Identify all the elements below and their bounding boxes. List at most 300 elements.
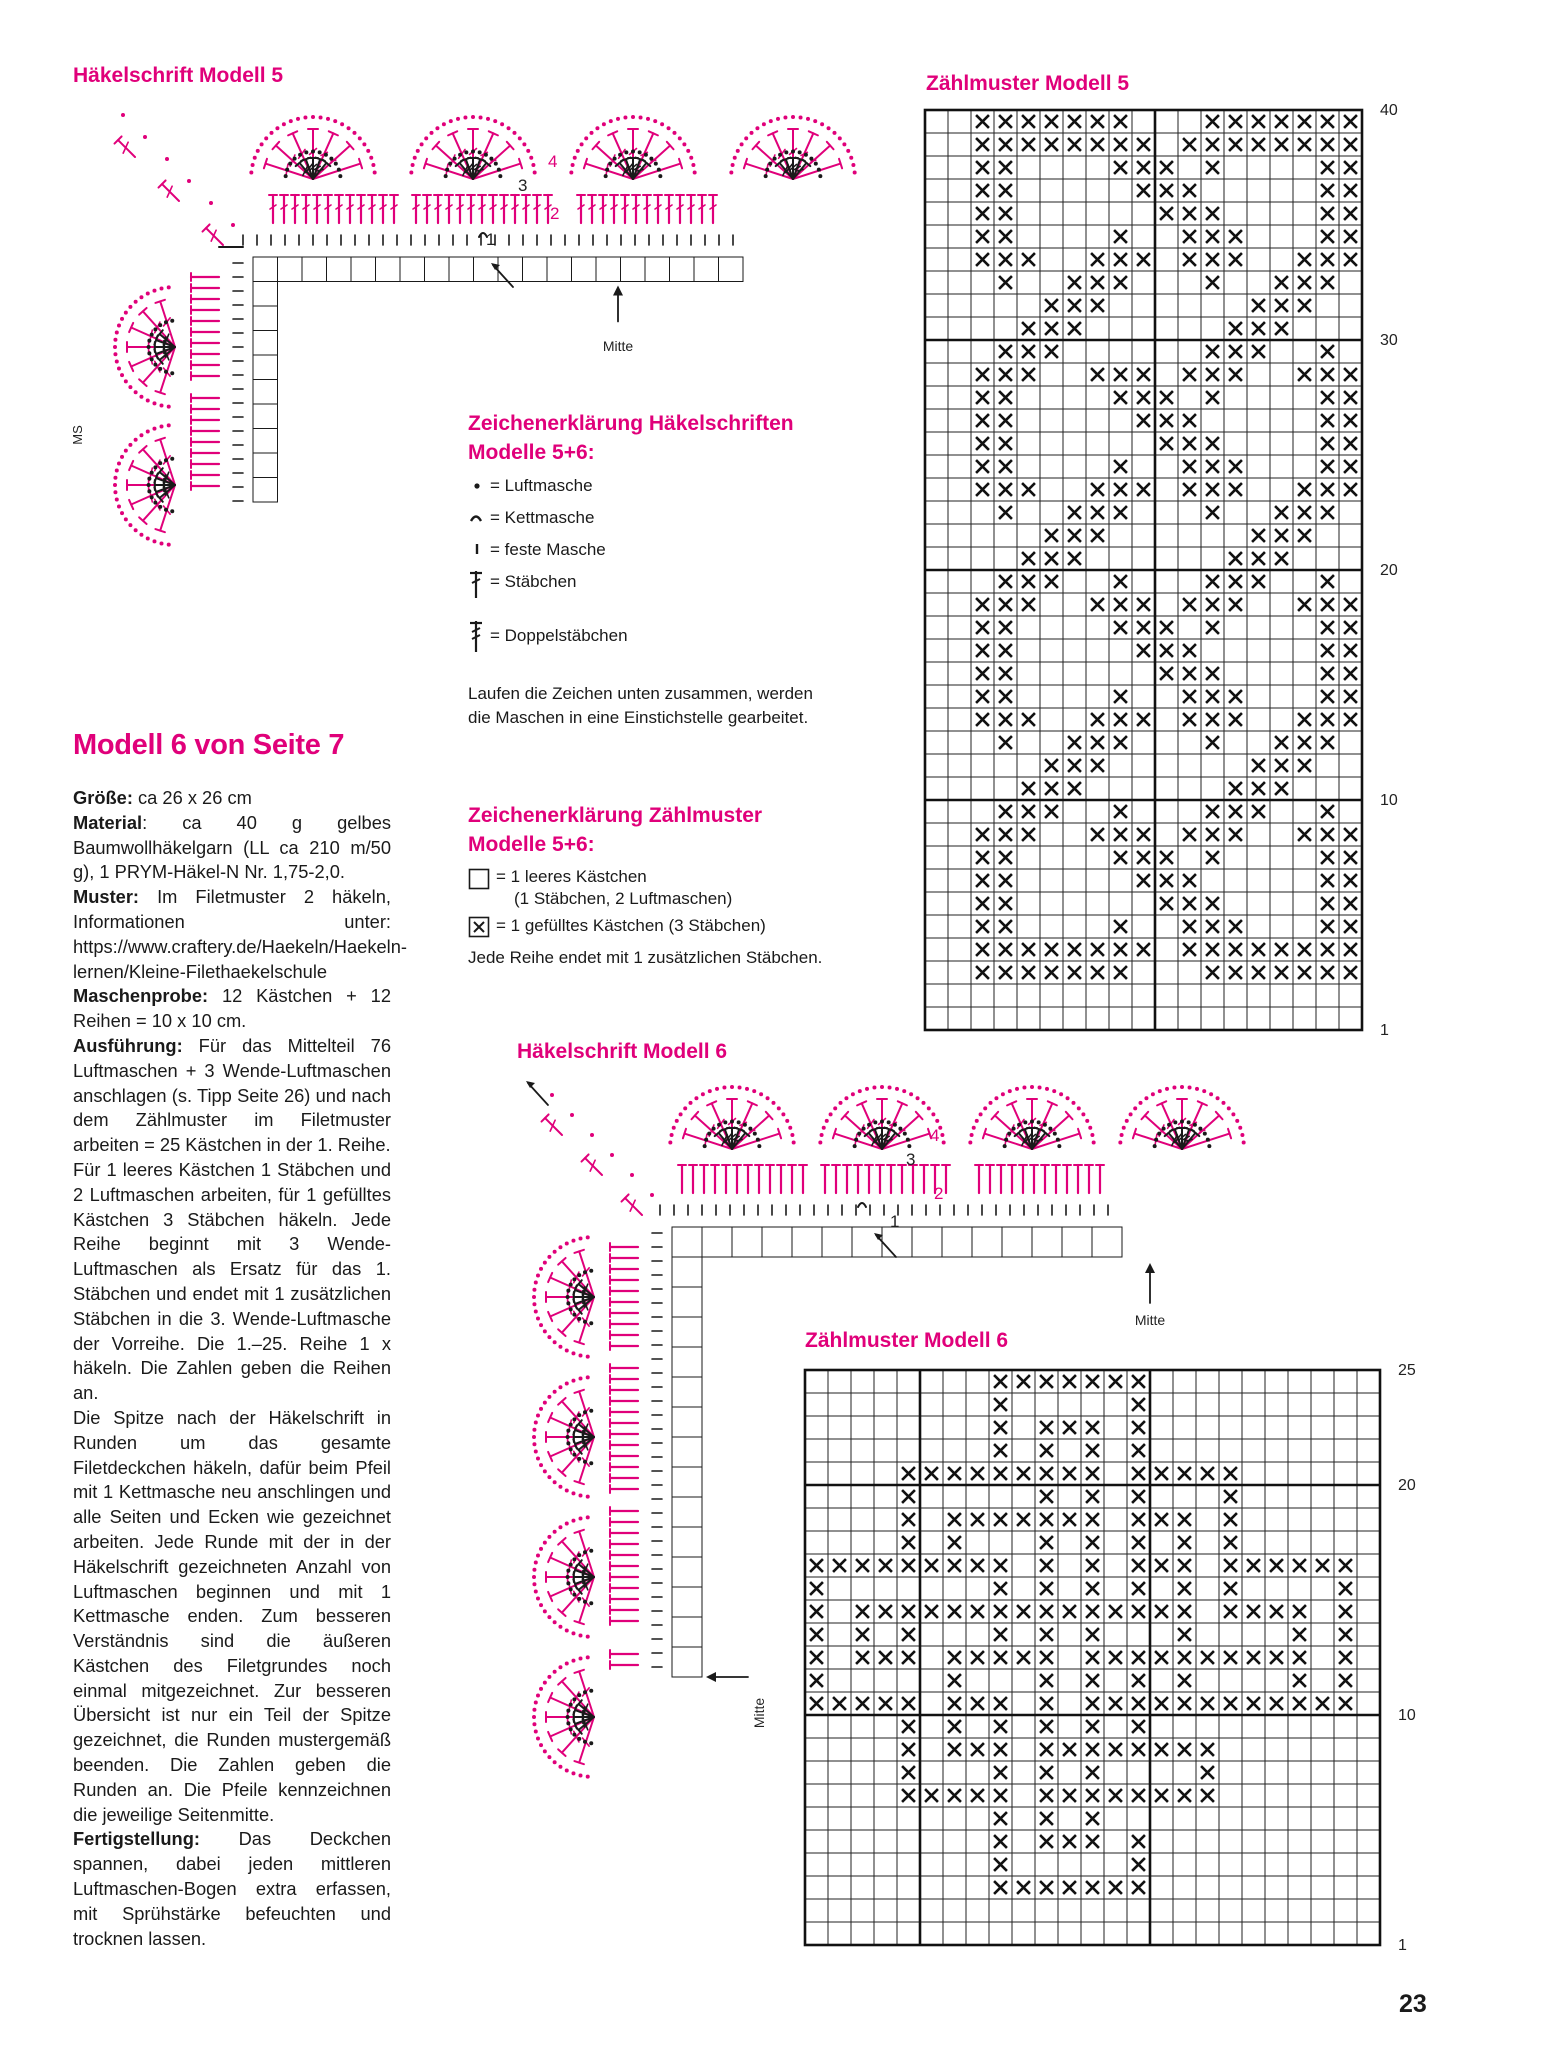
chart6-cell [1150,1761,1173,1784]
chain-dot [942,1141,946,1145]
chart5-cell [1316,524,1339,547]
chain-dot [675,1119,679,1123]
chain-dot [139,295,143,299]
legend-kettmasche: = Kettmasche [490,508,595,527]
chart5-cell [1132,685,1155,708]
chain-dot [553,1340,557,1344]
chart6-cell [828,1784,851,1807]
chart5-cell [994,294,1017,317]
chart6-cell [1104,1554,1127,1577]
chart6-cell [1150,1715,1173,1738]
crochet6-mitte-side: Mitte [751,1697,767,1729]
chain-dot [584,136,588,140]
chart5-cell [925,478,948,501]
chart6-cell [1196,1669,1219,1692]
chart5-cell [1224,731,1247,754]
chain-dot [416,149,420,153]
chain-dot [589,1269,593,1273]
chain-dot [844,1096,848,1100]
chain-dot [333,119,337,123]
chart6-cell [874,1715,897,1738]
chart5-cell [948,225,971,248]
chain-dot [1187,1120,1191,1124]
chart5-cell [1201,869,1224,892]
chain-dot [553,1480,557,1484]
chart5-cell [925,731,948,754]
chart5-cell [925,248,948,271]
chart5-cell [1178,846,1201,869]
chain-dot [867,1123,871,1127]
chain-dot [153,465,157,469]
chart6-cell [920,1508,943,1531]
chart5-cell [1040,501,1063,524]
chart6-cell [805,1899,828,1922]
chain-dot [167,543,171,547]
chart6-cell [805,1715,828,1738]
chart5-cell [948,593,971,616]
outer-filet-cell [702,1227,732,1257]
chart6-cell [1058,1393,1081,1416]
chart5-cell [1155,938,1178,961]
chain-dot [791,115,795,119]
chain-dot [880,1085,884,1089]
chain-dot [566,1709,570,1713]
chart6-cell [1196,1531,1219,1554]
chain-dot [329,157,333,161]
chart6-cell [1334,1393,1357,1416]
chart6-cell [1357,1577,1380,1600]
chart6-cell [943,1485,966,1508]
chart5-cell [1132,892,1155,915]
symbols-legend-title-line2: Modelle 5+6: [468,441,595,464]
chart5-cell [1178,777,1201,800]
instruction-text: Für 1 leeres Kästchen 1 Stäbchen und 2 Luftmaschen arbeiten, für 1 gefülltes Kästchen 3 Stäbchen häkeln. Jede Reihe beginnt mit 3 Wende-Luftmaschen als Ersatz für das 1. Stäbchen und endet mit 1 zusätzlichen Stäbchen in die 3. Wende-Luftmasche der Vorreihe. Die 1.–25. Reihe 1 x häkeln. Die Zahlen geben die Reihen an. [73,1158,391,1404]
chain-dot [818,1141,822,1145]
chart6-cell [1150,1485,1173,1508]
chart6-cell [851,1922,874,1945]
chart6-cell [943,1807,966,1830]
chart6-cell [1265,1531,1288,1554]
chart6-cell [1104,1715,1127,1738]
chart5-cell [925,570,948,593]
chart6-cell [1288,1508,1311,1531]
chart6-cell [874,1807,897,1830]
chart5-cell [1040,984,1063,1007]
chain-dot [1167,1123,1171,1127]
chart5-cell [1040,271,1063,294]
chain-dot [566,1441,570,1445]
chain-dot [590,131,594,135]
chart6-cell [828,1922,851,1945]
chain-dot [147,345,151,349]
chart5-cell [925,110,948,133]
chain-dot [586,1235,590,1239]
chart6-cell [874,1761,897,1784]
chart5-cell [1109,409,1132,432]
chart5-cell [1224,432,1247,455]
chart5-cell [971,294,994,317]
chart6-cell [1173,1439,1196,1462]
outer-filet-cell [852,1227,882,1257]
chart6-cell [1104,1416,1127,1439]
chart6-cell [851,1853,874,1876]
chart5-cell [1017,685,1040,708]
chain-dot [646,117,650,121]
chain-dot [586,1775,590,1779]
chain-dot [150,333,154,337]
chart5-cell [1109,179,1132,202]
chart6-cell [966,1577,989,1600]
chain-dot [616,117,620,121]
chart5-cell [1063,432,1086,455]
chart5-cell [948,731,971,754]
chart6-cell [920,1692,943,1715]
chain-dot [583,1740,587,1744]
chart5-cell [1270,708,1293,731]
chain-dot [769,119,773,123]
chart5-cell [1040,731,1063,754]
chart6-cell [920,1738,943,1761]
chart6-cell [1173,1370,1196,1393]
chart6-cell [1012,1922,1035,1945]
chart6-cell [966,1485,989,1508]
chain-dot [820,1133,824,1137]
chart5-cell [1086,455,1109,478]
chart5-cell [925,800,948,823]
chart6-cell [1104,1462,1127,1485]
chart5-cell [1040,248,1063,271]
chain-dot [1071,1101,1075,1105]
chart6-cell [1242,1370,1265,1393]
chart6-cell [1265,1577,1288,1600]
chain-dot [1231,1112,1235,1116]
chart5-cell [1201,754,1224,777]
chart6-cell [920,1922,943,1945]
chart5-cell [1132,961,1155,984]
outer-filet-cell [672,1527,702,1557]
chart6-cell [1357,1393,1380,1416]
chart5-cell [1270,846,1293,869]
chain-dot [566,1575,570,1579]
mitte-arrow-head [1145,1263,1155,1273]
chart6-cell [1242,1416,1265,1439]
chain-dot [150,357,154,361]
chain-dot [558,1485,562,1489]
chain-dot [319,115,323,119]
chart6-cell [989,1922,1012,1945]
chart5-cell [1178,547,1201,570]
chain-dot [326,117,330,121]
chain-dot [529,156,533,160]
chart6-cell [1265,1738,1288,1761]
chart6-cell [828,1393,851,1416]
chart6-cell [1219,1807,1242,1830]
chart5-cell [1109,869,1132,892]
chart6-cell [1311,1715,1334,1738]
chain-dot [1056,1138,1060,1142]
chart6-cell [1150,1416,1173,1439]
chart6-cell [828,1669,851,1692]
corner-treble-slash [167,186,172,197]
chart5-cell [1040,156,1063,179]
chart6-cell [1334,1922,1357,1945]
chain-dot [167,285,171,289]
chain-dot [579,1237,583,1241]
chain-dot [293,157,297,161]
chart5-cell [1316,777,1339,800]
chart6-cell [1288,1899,1311,1922]
chart5-cell [1155,547,1178,570]
chart6-cell [874,1485,897,1508]
crochet5-ms-label: MS [70,425,85,445]
chain-dot [1085,1119,1089,1123]
chain-dot [707,1132,711,1136]
chain-dot [744,136,748,140]
chart5-cell [1247,432,1270,455]
chart5-cell [925,156,948,179]
chain-dot [134,528,138,532]
chain-dot [565,1488,569,1492]
chain-dot [898,1127,902,1131]
chart6-cell [1012,1393,1035,1416]
chart5-cell [1132,524,1155,547]
chart5-cell [1155,731,1178,754]
chart6-cell [1242,1531,1265,1554]
chart6-cell [1334,1738,1357,1761]
chart5-cell [1339,731,1362,754]
chart6-cell [989,1485,1012,1508]
chart5-cell [948,915,971,938]
chart5-cell [1270,478,1293,501]
chart6-cell [1150,1370,1173,1393]
chain-dot [170,509,174,513]
chain-dot [152,289,156,293]
chart6-cell [1012,1416,1035,1439]
chart6-cell [1242,1876,1265,1899]
chart5-cell [971,800,994,823]
chain-dot [580,142,584,146]
chart6-cell [1311,1646,1334,1669]
outer-filet-cell [621,257,646,282]
chart5-cell [925,823,948,846]
chart5-cell [1063,455,1086,478]
chart6-cell [1311,1853,1334,1876]
chain-dot [1173,1120,1177,1124]
chain-dot [115,498,119,502]
chart5-cell [1155,685,1178,708]
chain-dot [153,501,157,505]
chart6-cell [1357,1761,1380,1784]
chart6-cell [1173,1876,1196,1899]
chart5-cell [1017,662,1040,685]
chain-dot [304,150,308,154]
outer-filet-cell [645,257,670,282]
chart6-cell [851,1876,874,1899]
legend-feste-masche: = feste Masche [490,540,606,559]
chain-dot [146,536,150,540]
chart5-cell [1270,593,1293,616]
chart5-cell [1201,294,1224,317]
chart5-cell [948,455,971,478]
chain-dot [888,1085,892,1089]
chart5-cell [1270,823,1293,846]
chart5-cell [1040,455,1063,478]
chart5-cell [1247,616,1270,639]
chart6-cell [1058,1807,1081,1830]
crochet5-round-1: 1 [486,230,496,249]
chain-dot [650,1193,654,1197]
chain-dot [543,1329,547,1333]
chain-dot [683,1106,687,1110]
chart5-cell [1109,317,1132,340]
chart5-cell [948,616,971,639]
chart6-cell [874,1531,897,1554]
chart5-cell [1086,639,1109,662]
chart6-cell [1219,1899,1242,1922]
chart5-cell [1201,179,1224,202]
chain-dot [120,455,124,459]
chain-dot [722,1085,726,1089]
chain-dot [298,153,302,157]
chart6-cell [920,1853,943,1876]
chart5-cell [1063,639,1086,662]
chain-dot [579,1517,583,1521]
chart6-cell [1288,1416,1311,1439]
outer-filet-cell [672,1227,702,1257]
chart6-cell [1173,1416,1196,1439]
chain-dot [566,1429,570,1433]
chain-dot [456,117,460,121]
chain-dot [608,162,612,166]
chart5-cell [1063,616,1086,639]
chart5-cell [1017,754,1040,777]
chart6-cell [989,1531,1012,1554]
chart5-cell [1155,570,1178,593]
chart6-cell [1104,1393,1127,1416]
chart6-cell [1242,1669,1265,1692]
chart6-cell [1288,1462,1311,1485]
chart6-cell [805,1761,828,1784]
chain-dot [547,1675,551,1679]
chain-dot [249,171,253,175]
chart6-cell [805,1922,828,1945]
chart6-cell [1357,1669,1380,1692]
chain-dot [534,1310,538,1314]
chain-dot [543,1749,547,1753]
chart5-cell [925,593,948,616]
chart6-cell [1196,1715,1219,1738]
chain-dot [479,115,483,119]
chart5-cell [994,547,1017,570]
chain-dot [579,1633,583,1637]
chain-dot [486,117,490,121]
chart5-cell [948,984,971,1007]
chain-dot [573,156,577,160]
chain-dot [818,174,822,178]
chain-dot [160,425,164,429]
chain-dot [553,1620,557,1624]
chain-dot [842,142,846,146]
chain-dot [814,162,818,166]
chain-dot [968,1141,972,1145]
chain-dot [631,115,635,119]
outer-filet-cell [672,1377,702,1407]
chain-dot [1125,1119,1129,1123]
chart5-cell [1201,639,1224,662]
instruction-paragraph [73,1406,391,1828]
outer-filet-cell [253,478,278,503]
chart6-cell [1334,1462,1357,1485]
chain-dot [494,162,498,166]
chart6-cell [920,1830,943,1853]
chain-dot [543,1541,547,1545]
chart5-cell [925,685,948,708]
chart5-cell [1017,1007,1040,1030]
legend-doppelstaebchen: = Doppelstäbchen [490,626,628,645]
chart5-cell [1247,202,1270,225]
chart5-cell [1339,1007,1362,1030]
chart5-cell [948,340,971,363]
chain-dot [1053,1132,1057,1136]
chain-dot [534,1700,538,1704]
chart6-cell [1265,1830,1288,1853]
chain-dot [158,461,162,465]
chart6-cell [874,1899,897,1922]
chart5-cell [948,639,971,662]
chart5-cell [1063,363,1086,386]
chart5-cell [1293,225,1316,248]
chart6-cell [1288,1715,1311,1738]
chart5-cell [1155,961,1178,984]
chain-dot [757,1144,761,1148]
chart5-cell [1178,616,1201,639]
chain-dot [453,157,457,161]
chain-dot [369,156,373,160]
chart6-cell [1265,1922,1288,1945]
chart5-cell [1132,340,1155,363]
chart5-cell [1017,156,1040,179]
chain-dot [253,156,257,160]
chart5-cell [925,777,948,800]
slip-stitch-mark [858,1203,866,1207]
chart5-cell [1086,547,1109,570]
chain-dot [539,1463,543,1467]
chain-dot [448,162,452,166]
chart6-cell [1127,1922,1150,1945]
chain-dot [668,1141,672,1145]
chart5-cell [1155,984,1178,1007]
chain-dot [366,149,370,153]
chart6-cell [1196,1554,1219,1577]
chart6-cell [874,1876,897,1899]
chain-dot [1209,1092,1213,1096]
chain-dot [543,1681,547,1685]
chain-dot [1045,1087,1049,1091]
chart5-cell [1224,616,1247,639]
chart6-cell [805,1830,828,1853]
chart5-cell [1155,524,1178,547]
chart6-cell [966,1876,989,1899]
chart5-cell [1040,823,1063,846]
corner-treble [118,140,135,157]
chain-dot [566,1301,570,1305]
chart6-cell [851,1669,874,1692]
chart6-cell [1196,1416,1219,1439]
chart6-cell [1242,1807,1265,1830]
chart6-cell [1288,1393,1311,1416]
chart5-cell [1178,110,1201,133]
chain-dot [518,136,522,140]
